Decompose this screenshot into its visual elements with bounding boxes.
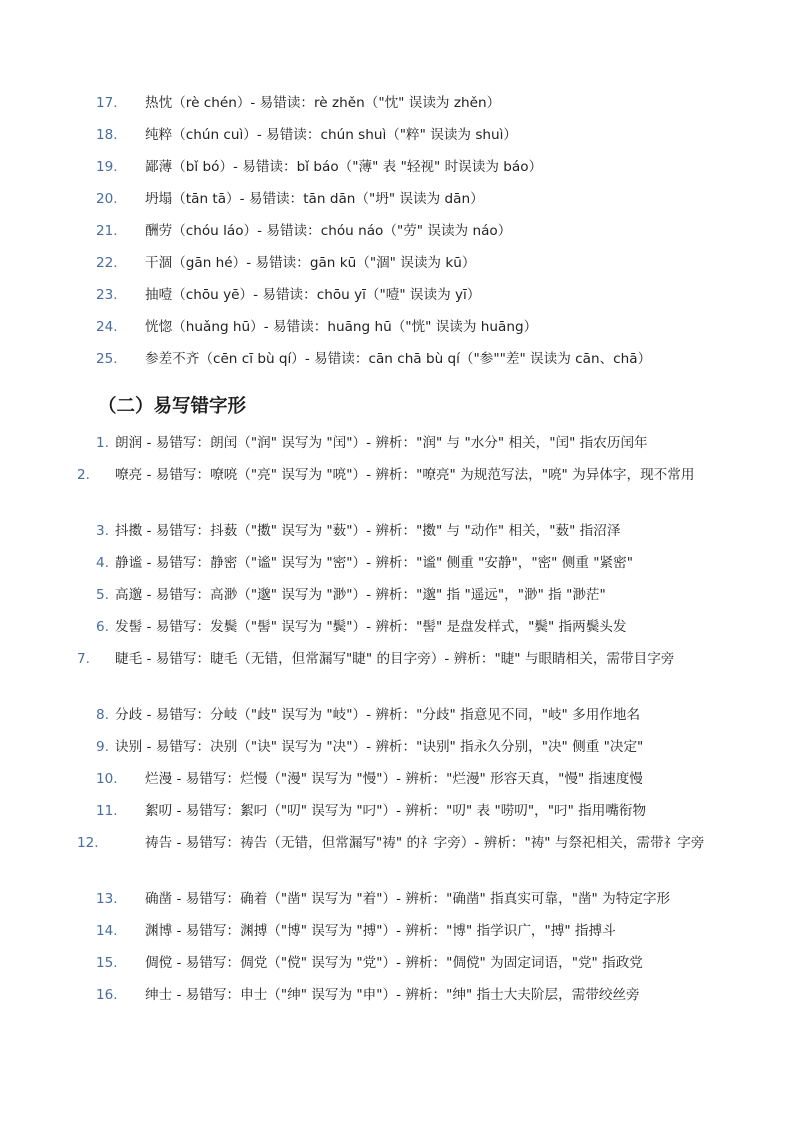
list-item (96, 123, 706, 147)
list-item (96, 767, 706, 791)
list-item (77, 463, 706, 487)
item-number: 7. (77, 651, 90, 667)
item-text: 静谧 - 易错写：静密（"谧" 误写为 "密"）- 辨析："谧" 侧重 "安静"，"密" 侧重 "紧密" (115, 555, 633, 571)
item-number: 1. (96, 435, 109, 451)
list-item (96, 735, 706, 759)
item-number: 8. (96, 707, 109, 723)
item-text: 嘹亮 - 易错写：嘹喨（"亮" 误写为 "喨"）- 辨析："嘹亮" 为规范写法，"喨" 为异体字，现不常用 (115, 467, 695, 483)
list-item (96, 187, 706, 211)
list-item (96, 431, 706, 455)
item-text: 分歧 - 易错写：分岐（"歧" 误写为 "岐"）- 辨析："分歧" 指意见不同，"岐" 多用作地名 (115, 707, 641, 723)
item-text: 酬劳（chóu láo）- 易错读：chóu náo（"劳" 误读为 náo） (145, 223, 512, 239)
list-item (96, 951, 706, 975)
list-item (96, 315, 706, 339)
item-number: 5. (96, 587, 109, 603)
item-text: 渊博 - 易错写：渊搏（"博" 误写为 "搏"）- 辨析："博" 指学识广，"搏" 指搏斗 (145, 923, 616, 939)
item-number: 10. (96, 771, 118, 787)
item-text: 睫毛 - 易错写：睫毛（无错，但常漏写"睫" 的目字旁）- 辨析："睫" 与眼睛相关，需带目字旁 (115, 651, 675, 667)
item-number: 19. (96, 159, 118, 175)
item-number: 3. (96, 523, 109, 539)
list-item (96, 519, 706, 543)
item-text: 参差不齐（cēn cī bù qí）- 易错读：cān chā bù qí（"参""差" 误读为 cān、chā） (145, 351, 652, 367)
list-item (96, 583, 706, 607)
item-text: 高邈 - 易错写：高渺（"邈" 误写为 "渺"）- 辨析："邈" 指 "遥远"，"渺" 指 "渺茫" (115, 587, 606, 603)
item-number: 25. (96, 351, 118, 367)
list-item (96, 283, 706, 307)
item-number: 21. (96, 223, 118, 239)
item-number: 23. (96, 287, 118, 303)
item-number: 24. (96, 319, 118, 335)
item-text: 恍惚（huǎng hū）- 易错读：huāng hū（"恍" 误读为 huāng） (145, 319, 538, 335)
list-item (96, 251, 706, 275)
item-number: 2. (77, 467, 90, 483)
item-number: 16. (96, 987, 118, 1003)
item-text: 热忱（rè chén）- 易错读：rè zhěn（"忱" 误读为 zhěn） (145, 95, 501, 111)
item-text: 坍塌（tān tā）- 易错读：tān dān（"坍" 误读为 dān） (145, 191, 484, 207)
item-number: 20. (96, 191, 118, 207)
item-text: 烂漫 - 易错写：烂慢（"漫" 误写为 "慢"）- 辨析："烂漫" 形容天真，"慢" 指速度慢 (145, 771, 643, 787)
list-item (96, 887, 706, 911)
item-number: 12. (77, 835, 99, 851)
item-text: 倜傥 - 易错写：倜党（"傥" 误写为 "党"）- 辨析："倜傥" 为固定词语，"党" 指政党 (145, 955, 643, 971)
item-text: 绅士 - 易错写：申士（"绅" 误写为 "申"）- 辨析："绅" 指士大夫阶层，需带绞丝旁 (145, 987, 640, 1003)
list-item (96, 155, 706, 179)
item-text: 诀别 - 易错写：决别（"诀" 误写为 "决"）- 辨析："诀别" 指永久分别，"决" 侧重 "决定" (115, 739, 644, 755)
section-heading: （二）易写错字形 (98, 396, 247, 417)
item-number: 11. (96, 803, 118, 819)
list-item (77, 647, 706, 671)
item-text: 干涸（gān hé）- 易错读：gān kū（"涸" 误读为 kū） (145, 255, 476, 271)
item-number: 14. (96, 923, 118, 939)
list-item (96, 347, 706, 371)
list-item (96, 91, 706, 115)
list-item (96, 615, 706, 639)
list-item (96, 799, 706, 823)
item-number: 17. (96, 95, 118, 111)
item-number: 4. (96, 555, 109, 571)
list-item (96, 703, 706, 727)
item-number: 6. (96, 619, 109, 635)
item-text: 絮叨 - 易错写：絮叼（"叨" 误写为 "叼"）- 辨析："叨" 表 "唠叨"，"叼" 指用嘴衔物 (145, 803, 647, 819)
item-text: 抖擞 - 易错写：抖薮（"擞" 误写为 "薮"）- 辨析："擞" 与 "动作" 相关，"薮" 指沼泽 (115, 523, 621, 539)
item-number: 9. (96, 739, 109, 755)
list-item (96, 551, 706, 575)
list-item (96, 919, 706, 943)
item-number: 13. (96, 891, 118, 907)
item-text: 朗润 - 易错写：朗闰（"润" 误写为 "闰"）- 辨析："润" 与 "水分" 相关，"闰" 指农历闰年 (115, 435, 648, 451)
item-text: 纯粹（chún cuì）- 易错读：chún shuì（"粹" 误读为 shuì） (145, 127, 518, 143)
item-number: 22. (96, 255, 118, 271)
item-text: 祷告 - 易错写：祷告（无错，但常漏写"祷" 的礻字旁）- 辨析："祷" 与祭祀相关，需带礻字旁 (145, 835, 705, 851)
item-text: 抽噎（chōu yē）- 易错读：chōu yī（"噎" 误读为 yī） (145, 287, 481, 303)
item-text: 发髻 - 易错写：发鬓（"髻" 误写为 "鬓"）- 辨析："髻" 是盘发样式，"鬓" 指两鬓头发 (115, 619, 627, 635)
list-item (77, 831, 706, 855)
list-item (96, 219, 706, 243)
item-text: 鄙薄（bǐ bó）- 易错读：bǐ báo（"薄" 表 "轻视" 时误读为 báo） (145, 159, 543, 175)
list-item (96, 983, 706, 1007)
item-text: 确凿 - 易错写：确着（"凿" 误写为 "着"）- 辨析："确凿" 指真实可靠，"凿" 为特定字形 (145, 891, 671, 907)
item-number: 15. (96, 955, 118, 971)
item-number: 18. (96, 127, 118, 143)
